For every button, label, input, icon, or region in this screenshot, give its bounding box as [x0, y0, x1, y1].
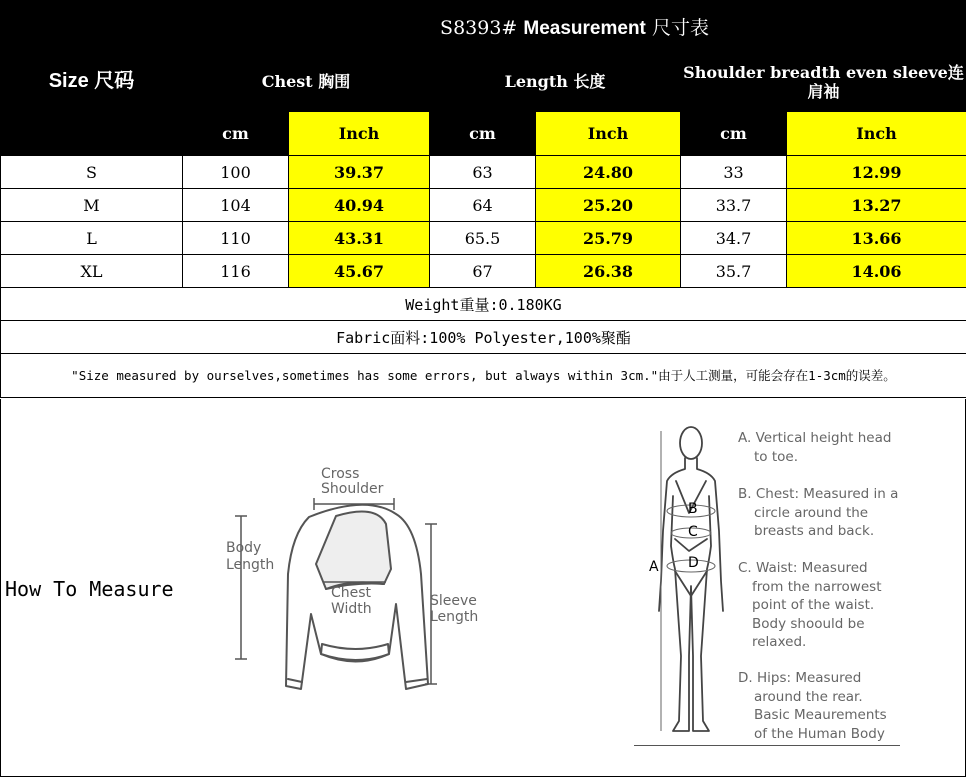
marker-b: B: [688, 501, 698, 517]
chest-cm: 104: [183, 189, 289, 222]
body-note-a: A. Vertical height head to toe.: [738, 430, 892, 465]
shoulder-sleeve-header: Shoulder breadth even sleeve连肩袖: [681, 52, 966, 112]
fabric-row: Fabric面料:100% Polyester,100%聚酯: [1, 321, 966, 354]
unit-cm: cm: [430, 112, 536, 156]
table-row: [1, 156, 966, 189]
size-cell: S: [1, 156, 183, 189]
size-header: Size 尺码: [1, 1, 183, 156]
measurement-note: "Size measured by ourselves,sometimes has some errors, but always within 3cm."由于人工测量，可能会存在1-3cm的误差。: [1, 354, 966, 398]
chest-inch: 45.67: [289, 255, 430, 288]
shoulder-cm: 33.7: [681, 189, 787, 222]
length-cm: 63: [430, 156, 536, 189]
size-cell: M: [1, 189, 183, 222]
table-row: [1, 255, 966, 288]
length-cm: 65.5: [430, 222, 536, 255]
shoulder-cm: 35.7: [681, 255, 787, 288]
body-note-d: D. Hips: Measured around the rear. Basic Meaurements of the Human Body: [738, 670, 887, 742]
length-inch: 24.80: [536, 156, 681, 189]
chest-inch: 40.94: [289, 189, 430, 222]
length-inch: 25.79: [536, 222, 681, 255]
length-inch: 25.20: [536, 189, 681, 222]
size-cell: XL: [1, 255, 183, 288]
chest-header: Chest 胸围: [183, 52, 430, 112]
unit-inch: Inch: [536, 112, 681, 156]
how-to-measure-label: How To Measure: [5, 577, 174, 601]
body-length-label: Length: [226, 557, 275, 573]
shoulder-inch: 12.99: [787, 156, 966, 189]
length-cm: 64: [430, 189, 536, 222]
unit-cm: cm: [681, 112, 787, 156]
unit-inch: Inch: [787, 112, 966, 156]
weight-row: Weight重量:0.180KG: [1, 288, 966, 321]
how-to-measure-section: [0, 399, 966, 777]
shoulder-cm: 34.7: [681, 222, 787, 255]
sleeve-length-label: Sleeve: [430, 593, 477, 609]
shoulder-inch: 13.27: [787, 189, 966, 222]
shoulder-cm: 33: [681, 156, 787, 189]
chest-cm: 116: [183, 255, 289, 288]
length-inch: 26.38: [536, 255, 681, 288]
chest-inch: 43.31: [289, 222, 430, 255]
title-code: S8393#: [440, 16, 518, 39]
body-length-label: Body: [226, 540, 262, 556]
chest-width-label: Width: [331, 601, 372, 617]
length-header: Length 长度: [430, 52, 681, 112]
body-diagram-baseline: [634, 745, 900, 746]
table-title: [183, 1, 966, 52]
sleeve-length-label: Length: [430, 609, 479, 625]
marker-a: A: [649, 559, 659, 575]
chest-cm: 110: [183, 222, 289, 255]
length-cm: 67: [430, 255, 536, 288]
cross-shoulder-label: Shoulder: [321, 481, 384, 497]
body-note-c: C. Waist: Measured from the narrowest point of the waist. Body shoould be relaxed.: [738, 560, 882, 650]
title-cn: 尺寸表: [651, 16, 709, 39]
chest-inch: 39.37: [289, 156, 430, 189]
table-row: [1, 189, 966, 222]
body-diagram: [631, 421, 741, 751]
marker-c: C: [688, 524, 698, 540]
size-cell: L: [1, 222, 183, 255]
body-note-b: B. Chest: Measured in a circle around the breasts and back.: [738, 486, 899, 539]
chest-width-label: Chest: [331, 585, 372, 601]
shoulder-inch: 14.06: [787, 255, 966, 288]
unit-cm: cm: [183, 112, 289, 156]
sweater-diagram: [216, 454, 496, 699]
shoulder-inch: 13.66: [787, 222, 966, 255]
title-word: Measurement: [523, 17, 646, 39]
chest-cm: 100: [183, 156, 289, 189]
table-row: [1, 222, 966, 255]
marker-d: D: [688, 555, 699, 571]
unit-inch: Inch: [289, 112, 430, 156]
cross-shoulder-label: Cross: [321, 466, 360, 482]
